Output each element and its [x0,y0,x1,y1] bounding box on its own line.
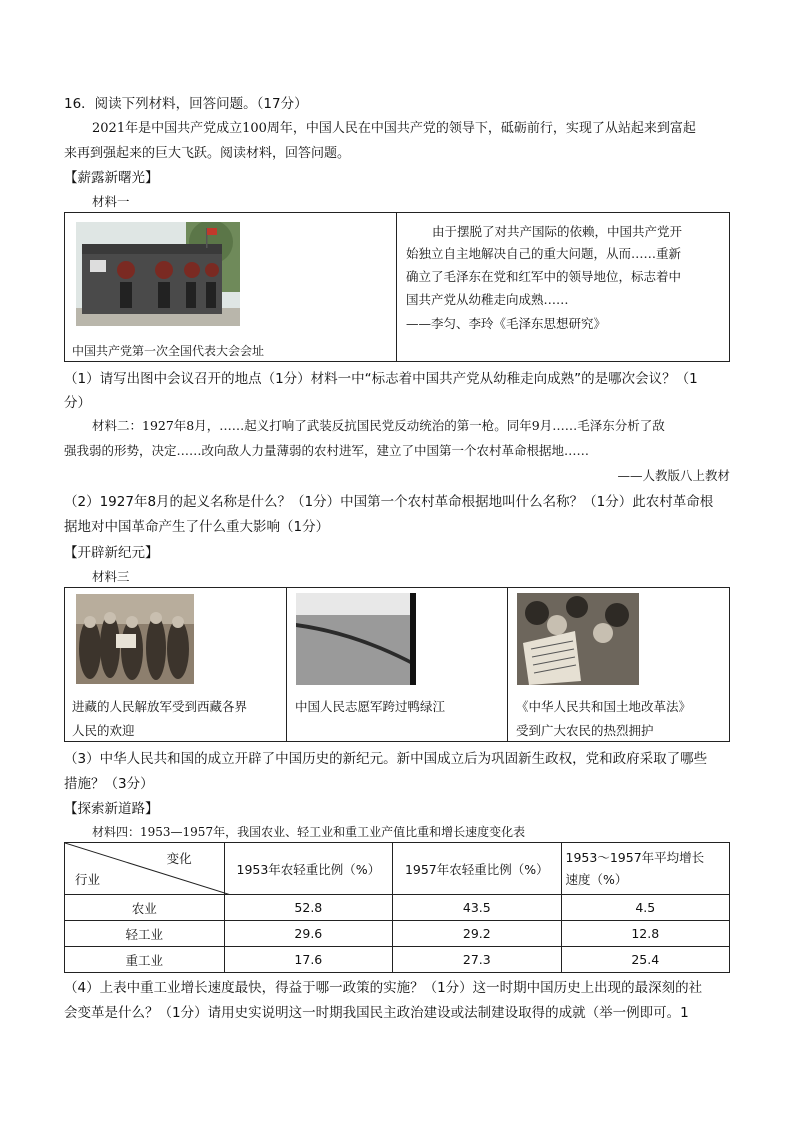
table-diagonal-header [65,843,225,895]
caption-3c-line-2: 受到广大农民的热烈拥护 [516,723,654,738]
material-1-label: 材料一 [92,194,130,209]
caption-3c-line-1: 《中华人民共和国土地改革法》 [516,699,692,714]
table-header-growth [561,843,729,895]
quote-line-2: 始独立自主地解决自己的重大问题，从而……重新 [406,246,682,261]
material-2-source: ——人教版八上教材 [617,468,730,483]
pla-tibet-photo [76,594,194,684]
growth-header-line-1: 1953～1957年平均增长 [565,849,705,865]
intro-line-2: 来再到强起来的巨大飞跃。阅读材料，回答问题。 [64,146,351,161]
row-label: 重工业 [65,947,225,973]
quote-source: ——李匀、李玲《毛泽东思想研究》 [406,316,607,331]
quote-line-4: 国共产党从幼稚走向成熟…… [406,292,569,307]
table-cell: 4.5 [561,895,729,921]
material-4-label: 材料四：1953—1957年，我国农业、轻工业和重工业产值比重和增长速度变化表 [92,825,526,839]
q1-line-2: 分） [64,395,91,411]
caption-3a-line-1: 进藏的人民解放军受到西藏各界 [72,699,248,714]
q4-line-1: （4）上表中重工业增长速度最快，得益于哪一政策的实施？（1分）这一时期中国历史上出现的最深刻的社 [64,980,703,996]
q1-line-1: （1）请写出图中会议召开的地点（1分）材料一中“标志着中国共产党从幼稚走向成熟”的是哪次会议？（1 [64,371,698,387]
intro-line-1: 2021年是中国共产党成立100周年，中国人民在中国共产党的领导下，砥砺前行，实现了从站起来到富起 [92,121,696,136]
q2-line-1: （2）1927年8月的起义名称是什么？（1分）中国第一个农村革命根据地叫什么名称？（1分）此农村革命根 [64,494,714,510]
volunteers-crossing-photo [296,593,416,685]
caption-3b: 中国人民志愿军跨过鸭绿江 [295,699,446,714]
q3-line-2: 措施？（3分） [64,776,154,792]
material-2-line-1: 材料二：1927年8月，……起义打响了武装反抗国民党反动统治的第一枪。同年9月……毛泽东分析了敌 [92,418,665,433]
q3-line-1: （3）中华人民共和国的成立开辟了中国历史的新纪元。新中国成立后为巩固新生政权，党和政府采取了哪些 [64,751,708,767]
industry-table [64,842,730,973]
table-cell: 27.3 [393,947,561,973]
section-title-2: 【开辟新纪元】 [64,545,159,561]
table-row [65,895,730,921]
table-header-1957: 1957年农轻重比例（%） [393,843,561,895]
table-row [65,947,730,973]
table-row [65,921,730,947]
table-cell: 29.6 [224,921,392,947]
section-title-3: 【探索新道路】 [64,801,159,817]
section-title-1: 【薪露新曙光】 [64,170,159,186]
table-cell: 52.8 [224,895,392,921]
table-cell: 17.6 [224,947,392,973]
question-header: 16．阅读下列材料，回答问题。（17分） [64,96,308,112]
cpc-first-congress-site-photo [76,222,240,326]
photo-caption-1: 中国共产党第一次全国代表大会会址 [72,344,265,358]
q2-line-2: 据地对中国革命产生了什么重大影响（1分） [64,519,330,535]
material-2-line-2: 强我弱的形势，决定……改向敌人力量薄弱的农村进军，建立了中国第一个农村革命根据地…… [64,443,590,458]
quote-line-3: 确立了毛泽东在党和红军中的领导地位，标志着中 [406,269,682,284]
q4-line-2: 会变革是什么？（1分）请用史实说明这一时期我国民主政治建设或法制建设取得的成就（举一例即可。1 [64,1005,689,1021]
diag-bottom-label: 行业 [75,872,101,887]
row-label: 农业 [65,895,225,921]
diag-top-label: 变化 [166,851,192,866]
table-cell: 43.5 [393,895,561,921]
table-header-1953: 1953年农轻重比例（%） [224,843,392,895]
growth-header-line-2: 速度（%） [565,871,628,887]
table-cell: 29.2 [393,921,561,947]
caption-3a-line-2: 人民的欢迎 [72,723,135,738]
material-3-label: 材料三 [92,569,130,584]
table-cell: 12.8 [561,921,729,947]
land-reform-law-photo [517,593,639,685]
table-cell: 25.4 [561,947,729,973]
quote-line-1: 由于摆脱了对共产国际的依赖，中国共产党开 [432,224,683,239]
row-label: 轻工业 [65,921,225,947]
